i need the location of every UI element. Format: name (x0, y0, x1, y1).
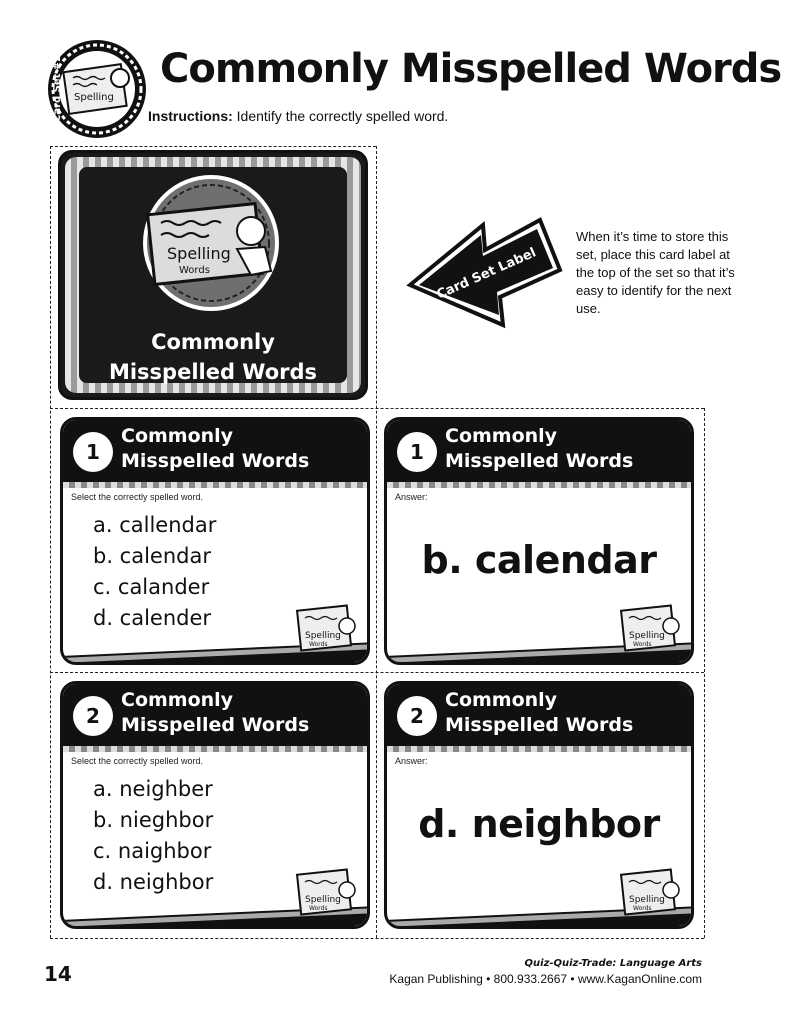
label-title (61, 327, 365, 387)
card-title-line1: Commonly (121, 425, 234, 447)
card-title-line2: Misspelled Words (121, 450, 310, 472)
storage-note: When it’s time to store this set, place this card label at the top of the set so that it’s easy to identify for the next use. (576, 229, 735, 316)
mini-logo-text-2: Words (633, 905, 652, 912)
mini-logo-text-1: Spelling (629, 631, 665, 641)
card-set-label-arrow (405, 215, 565, 330)
emblem-text-1: Spelling (167, 244, 231, 263)
answer-options (93, 774, 213, 898)
page-title: Commonly Misspelled Words (160, 46, 782, 92)
card-number: 2 (397, 696, 437, 736)
cut-line (376, 146, 377, 938)
question-card-2 (60, 681, 370, 929)
option-c: c. calander (93, 575, 210, 599)
mini-logo-text-2: Words (309, 905, 328, 912)
card-number: 1 (397, 432, 437, 472)
correct-answer: d. neighbor (418, 802, 660, 846)
card-title-line1: Commonly (445, 689, 558, 711)
card-prompt: Select the correctly spelled word. (71, 756, 204, 766)
spelling-words-logo (295, 864, 361, 922)
correct-answer: b. calendar (421, 538, 657, 582)
card-prompt: Select the correctly spelled word. (71, 492, 204, 502)
cut-line (50, 938, 704, 939)
card-prompt: Answer: (395, 492, 428, 502)
label-title-line1: Commonly (151, 330, 275, 354)
card-band (63, 746, 367, 752)
card-set-tag: Card Set #2 (52, 54, 63, 122)
card-title-line2: Misspelled Words (445, 714, 634, 736)
mini-logo-text-2: Words (309, 641, 328, 648)
cut-line (50, 408, 704, 409)
card-band (387, 746, 691, 752)
page-number: 14 (44, 962, 72, 986)
option-a: a. callendar (93, 513, 217, 537)
spelling-words-logo (619, 864, 685, 922)
mini-logo-text-1: Spelling (629, 895, 665, 905)
card-title (445, 688, 633, 738)
card-band (63, 482, 367, 488)
cut-line (50, 146, 376, 147)
answer-options (93, 510, 216, 634)
arrow-label: Card Set Label (434, 245, 539, 303)
instructions-label: Instructions: (148, 108, 233, 124)
option-a: a. neighber (93, 777, 213, 801)
option-d: d. neighbor (93, 870, 214, 894)
spelling-words-emblem (133, 173, 289, 313)
card-title-line2: Misspelled Words (121, 714, 310, 736)
option-b: b. calendar (93, 544, 211, 568)
instructions-text: Identify the correctly spelled word. (232, 108, 449, 124)
instructions (148, 108, 448, 124)
option-c: c. naighbor (93, 839, 212, 863)
card-prompt: Answer: (395, 756, 428, 766)
publisher-info: Kagan Publishing • 800.933.2667 • www.KaganOnline.com (389, 972, 702, 986)
mini-logo-text-1: Spelling (305, 895, 341, 905)
card-title-line1: Commonly (445, 425, 558, 447)
card-set-label (58, 150, 368, 400)
card-set-badge (46, 38, 148, 140)
card-title-line1: Commonly (121, 689, 234, 711)
spelling-words-logo (619, 600, 685, 658)
answer-card-2 (384, 681, 694, 929)
card-title (121, 424, 309, 474)
cut-line (704, 408, 705, 938)
card-title (121, 688, 309, 738)
question-card-1 (60, 417, 370, 665)
cut-line (50, 146, 51, 938)
cut-line (50, 672, 704, 673)
card-title-line2: Misspelled Words (445, 450, 634, 472)
series-title: Quiz-Quiz-Trade: Language Arts (524, 958, 702, 969)
option-b: b. nieghbor (93, 808, 214, 832)
card-number: 2 (73, 696, 113, 736)
badge-emblem-text: Spelling (74, 92, 114, 103)
mini-logo-text-1: Spelling (305, 631, 341, 641)
card-number: 1 (73, 432, 113, 472)
card-title (445, 424, 633, 474)
emblem-text-2: Words (179, 265, 210, 276)
card-band (387, 482, 691, 488)
label-title-line2: Misspelled Words (108, 360, 318, 384)
option-d: d. calender (93, 606, 212, 630)
spelling-words-logo (295, 600, 361, 658)
answer-card-1 (384, 417, 694, 665)
mini-logo-text-2: Words (633, 641, 652, 648)
